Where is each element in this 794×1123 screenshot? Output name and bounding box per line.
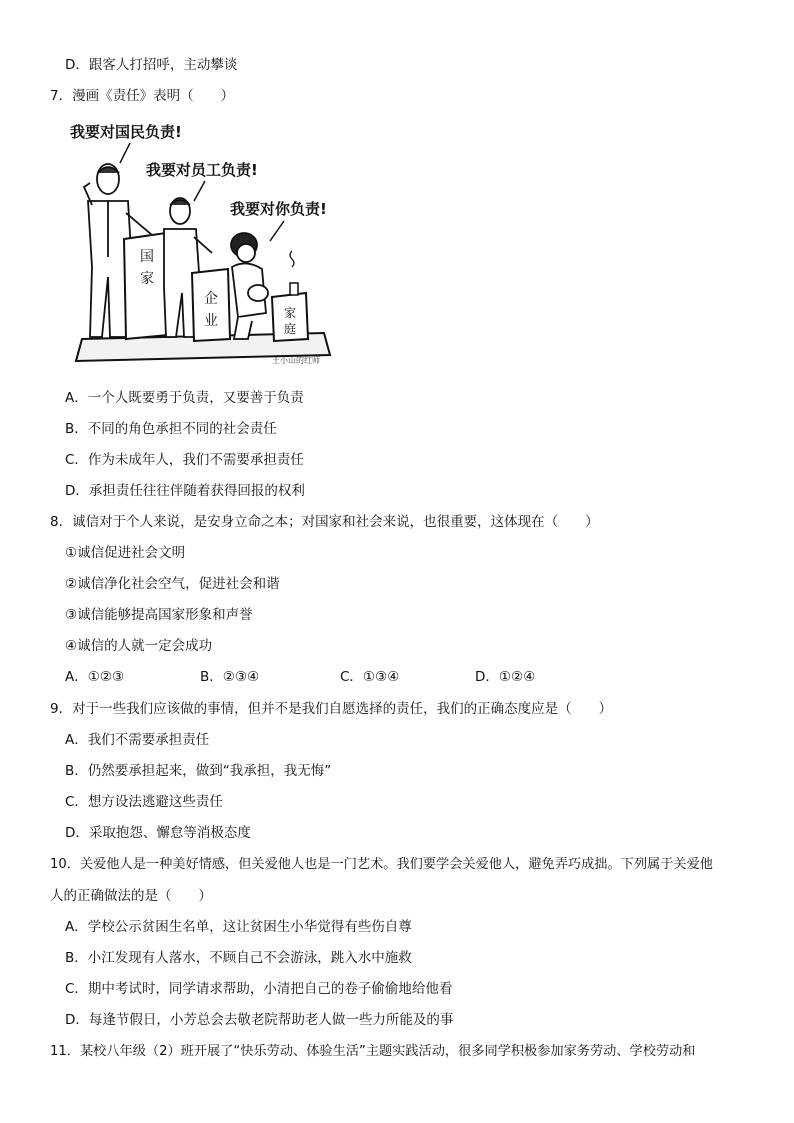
podium-nation [124,233,168,339]
q8-choice-c: C．①③④ [340,669,400,685]
q8-item-1: ①诚信促进社会文明 [65,545,186,561]
q7-option-b: B．不同的角色承担不同的社会责任 [65,421,277,437]
podium-enterprise [192,269,230,341]
q10-option-b: B．小江发现有人落水，不顾自己不会游泳，跳入水中施救 [65,950,412,966]
q10-stem-line2: 人的正确做法的是（ ） [50,888,212,904]
figure-family [231,233,268,339]
q9-stem: 9．对于一些我们应该做的事情，但并不是我们自愿选择的责任，我们的正确态度应是（ ） [50,701,613,717]
q8-choice-b: B．②③④ [200,669,260,685]
q10-option-c: C．期中考试时，同学请求帮助，小清把自己的卷子偷偷地给他看 [65,981,453,997]
sign-family-1: 家 [284,306,297,320]
q8-stem: 8．诚信对于个人来说，是安身立命之本；对国家和社会来说，也很重要，这体现在（ ） [50,514,599,530]
q10-option-d: D．每逢节假日，小芳总会去敬老院帮助老人做一些力所能及的事 [65,1012,454,1028]
cartoon-bubble-nation: 我要对国民负责! [70,123,182,141]
cartoon-watermark: 王小山的红师 [272,356,320,365]
q7-option-c: C．作为未成年人，我们不需要承担责任 [65,452,304,468]
q10-option-a: A．学校公示贫困生名单，这让贫困生小华觉得有些伤自尊 [65,919,412,935]
q7-option-d: D．承担责任往往伴随着获得回报的权利 [65,483,305,499]
sign-family-2: 庭 [284,322,297,336]
q8-item-4: ④诚信的人就一定会成功 [65,638,213,654]
q9-option-c: C．想方设法逃避这些责任 [65,794,223,810]
sign-nation-2: 家 [140,271,154,287]
q11-stem-line1: 11．某校八年级（2）班开展了“快乐劳动、体验生活”主题实践活动，很多同学积极参加家务劳动、学校劳动和 [50,1044,696,1059]
q8-choice-d: D．①②④ [475,669,536,685]
sign-nation-1: 国 [140,249,154,265]
q7-stem: 7．漫画《责任》表明（ ） [50,88,235,104]
q8-choice-a: A．①②③ [65,669,125,685]
cartoon-bubble-employees: 我要对员工负责! [146,161,258,179]
sign-enterprise-1: 企 [204,291,218,307]
cartoon-bubble-you: 我要对你负责! [230,200,327,218]
q9-option-a: A．我们不需要承担责任 [65,732,210,748]
q8-item-2: ②诚信净化社会空气，促进社会和谐 [65,576,280,592]
q6-option-d: D．跟客人打招呼，主动攀谈 [65,57,238,73]
sign-enterprise-2: 业 [204,313,218,329]
q8-item-3: ③诚信能够提高国家形象和声誉 [65,607,253,623]
q9-option-b: B．仍然要承担起来，做到“我承担，我无悔” [65,763,332,779]
q10-stem-line1: 10．关爱他人是一种美好情感，但关爱他人也是一门艺术。我们要学会关爱他人，避免弄巧成拙。下列属于关爱他 [50,857,713,872]
responsibility-cartoon [62,117,340,369]
q9-option-d: D．采取抱怨、懈怠等消极态度 [65,825,251,841]
podium-family [272,251,308,341]
q7-option-a: A．一个人既要勇于负责，又要善于负责 [65,390,304,406]
